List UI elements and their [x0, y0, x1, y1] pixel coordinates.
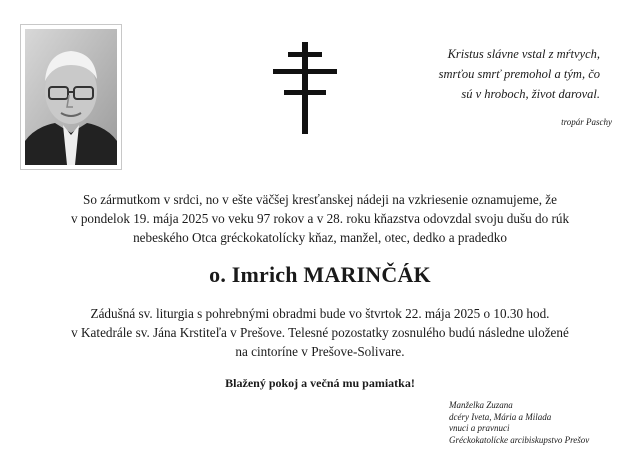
- announcement-line: nebeského Otca gréckokatolícky kňaz, manžel, otec, dedko a pradedko: [133, 230, 507, 245]
- mourner: Manželka Zuzana: [449, 400, 513, 410]
- mourner: Gréckokatolícke arcibiskupstvo Prešov: [449, 434, 590, 445]
- mourner: vnuci a pravnuci: [449, 423, 510, 433]
- paschal-verse: [400, 44, 600, 104]
- funeral-details: [20, 304, 620, 361]
- verse-source: tropár Paschy: [561, 117, 612, 127]
- verse-line: smrťou smrť premohol a tým, čo: [438, 67, 600, 81]
- orthodox-cross-icon: [270, 42, 340, 134]
- mourner: dcéry Iveta, Mária a Milada: [449, 411, 552, 422]
- portrait-photo: [20, 24, 122, 170]
- portrait-image: [25, 29, 117, 165]
- verse-line: Kristus slávne vstal z mŕtvych,: [447, 47, 600, 61]
- announcement-text: [20, 190, 620, 247]
- blessing-text: Blažený pokoj a večná mu pamiatka!: [225, 376, 415, 390]
- mourners-list: [449, 400, 634, 446]
- announcement-line: v pondelok 19. mája 2025 vo veku 97 rokov a v 28. roku kňazstva odovzdal svoju dušu do rúk: [70, 211, 570, 226]
- funeral-line: v Katedrále sv. Jána Krstiteľa v Prešove. Telesné pozostatky zosnulého budú následne uložené: [71, 325, 569, 340]
- verse-line: sú v hroboch, život daroval.: [461, 87, 600, 101]
- deceased-name: o. Imrich MARINČÁK: [209, 262, 431, 287]
- announcement-line: So zármutkom v srdci, no v ešte väčšej kresťanskej nádeji na vzkriesenie oznamujeme, že: [83, 192, 557, 207]
- funeral-line: na cintoríne v Prešove-Solivare.: [235, 344, 405, 359]
- funeral-line: Zádušná sv. liturgia s pohrebnými obradmi bude vo štvrtok 22. mája 2025 o 10.30 hod.: [90, 306, 550, 321]
